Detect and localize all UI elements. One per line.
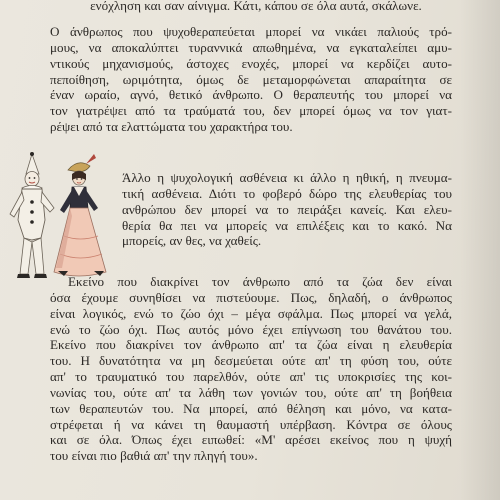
paragraph-psychotherapy bbox=[50, 24, 452, 135]
text-line: τον γιατρέψει από τα τραύματά του, δεν μπορεί όμως να τον γιατ- bbox=[50, 103, 452, 119]
text-line: στρέφεται ή να κάνει τη θαυμαστή υπέρβαση. Κόντρα σε όλους bbox=[50, 416, 452, 432]
text-line: ρέψει από τα ελαττώματα του χαρακτήρα του. bbox=[50, 119, 293, 135]
text-line: Εκείνο που διακρίνει τον άνθρωπο απ' τα ζώα είναι η ελευθερία bbox=[50, 337, 452, 353]
text-line: ανθρώπου δεν μπορεί να το πειράξει κανείς. Και ελευ- bbox=[122, 201, 452, 217]
text-line: των θεραπευτών του. Να μπορεί, από θέληση και μόνο, να κατα- bbox=[50, 400, 452, 416]
text-line: ενόχληση και σαν αίνιγμα. Κάτι, κάπου σε όλα αυτά, σκάλωνε. bbox=[90, 0, 422, 13]
text-line: απ' το τραυματικό του παρελθόν, ούτε απ' τις υποκρισίες της κοι- bbox=[50, 369, 452, 385]
page-curve-shadow bbox=[460, 0, 500, 500]
text-line: μους, να αποκαλύπτει τυραννικά απωθημένα, να εγκαταλείπει αμυ- bbox=[50, 39, 452, 55]
text-line: έναν ωραίο, αγνό, θετικό άνθρωπο. Ο θεραπευτής του μπορεί να bbox=[50, 87, 452, 103]
text-line: του είναι πιο βαθιά απ' την πληγή του». bbox=[50, 448, 258, 464]
paragraph-freedom bbox=[50, 274, 452, 464]
text-line: νωνίας του, ούτε απ' τα λάθη των γονιών του, ούτε απ' τη βοήθεια bbox=[50, 384, 452, 400]
text-line: ενώ το ζώο όχι. Πως αυτός μόνο έχει επίγνωση του θανάτου του. bbox=[50, 321, 452, 337]
text-line: του. Η δυνατότητα να μη δεσμεύεται ούτε απ' τη φύση του, ούτε bbox=[50, 353, 452, 369]
text-line: τική ασθένεια. Διότι το φοβερό δώρο της ελευθερίας του bbox=[122, 185, 452, 201]
pierrot-figure bbox=[10, 152, 54, 278]
text-line: μπορείς, αν θες, να χαθείς. bbox=[122, 233, 262, 249]
harlequin-couple-illustration bbox=[8, 150, 116, 288]
text-line: Ο άνθρωπος που ψυχοθεραπεύεται μπορεί να νικάει παλιούς τρό- bbox=[50, 24, 452, 39]
text-line: Άλλο η ψυχολογική ασθένεια κι άλλο η ηθική, η πνευμα- bbox=[122, 170, 452, 185]
text-line: πεποίθηση, ωριμότητα, όμως δε μεταμορφώνεται απαραίτητα σε bbox=[50, 71, 452, 87]
paragraph-top-fragment bbox=[70, 0, 442, 14]
columbine-figure bbox=[54, 154, 106, 276]
paragraph-moral-illness bbox=[122, 170, 452, 249]
text-line: θερία θα πει να μπορείς να επιλέξεις και το κακό. Να bbox=[122, 217, 452, 233]
text-line: είναι λογικός, ενώ το ζώο όχι – μέγα σφάλμα. Πως μπορεί να γελά, bbox=[50, 305, 452, 321]
text-line: όσα έχουμε συνηθίσει να πιστεύουμε. Πως, δηλαδή, ο άνθρωπος bbox=[50, 289, 452, 305]
text-line: Εκείνο που διακρίνει τον άνθρωπο από τα ζώα δεν είναι bbox=[68, 274, 452, 289]
text-line: ντικούς μηχανισμούς, άστοχες ενοχές, μπορεί να κερδίζει αυτο- bbox=[50, 55, 452, 71]
text-line: και σε όλα. Όπως έχει ειπωθεί: «Μ' αρέσει εκείνος που η ψυχή bbox=[50, 432, 452, 448]
